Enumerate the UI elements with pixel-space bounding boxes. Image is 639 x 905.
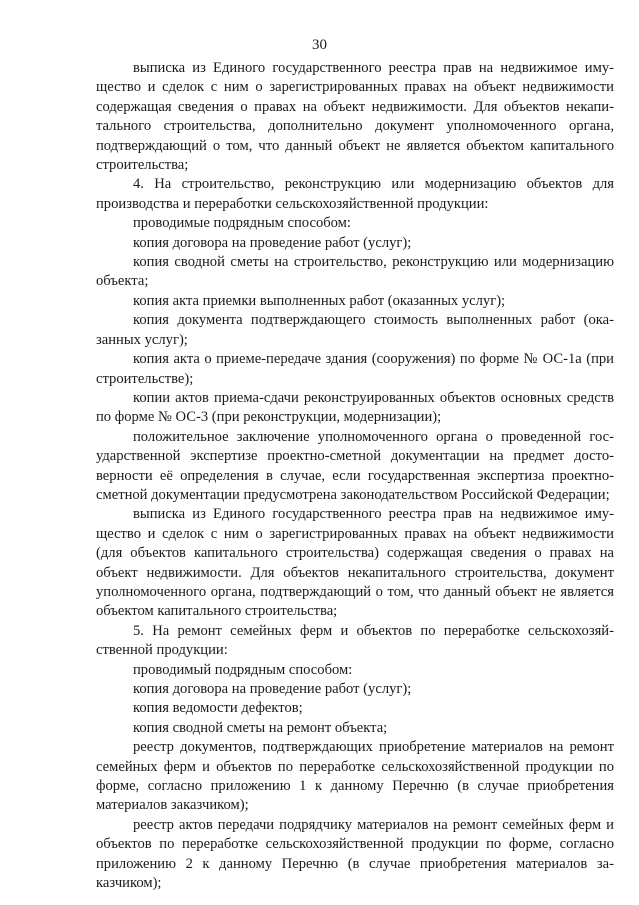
paragraph-contract-copy-2: копия договора на проведение работ (услуг); [133, 681, 412, 697]
paragraph-egrp-extract-1: выписка из Единого государственного реестра прав на недвижимое имущество и сделок с ним о зарегистрированных правах на объект недвижимости содержащая сведения о правах на объект недвижимости. Для объектов некапитального строительства, дополнительно документ уполномоченного органа, подтверждающий о том, что данный объект не является объектом капитального строительства; [96, 60, 614, 174]
paragraph-egrp-extract-2: выписка из Единого государственного реестра прав на недвижимое имущество и сделок с ним о зарегистрированных правах на объект недвижимости (для объектов капитального строительства) содержащая сведения о правах на объект недвижимости. Для объектов некапитального строительства, документ уполномоченного органа, подтверждающий о том, что данный объект не является объектом капитального строительства; [96, 506, 614, 620]
paragraph-os-3-acts: копии актов приема-сдачи реконструированных объектов основных средств по форме № ОС-3 (при реконструкции, модернизации); [96, 389, 614, 426]
paragraph-os-1a-act: копия акта о приеме-передаче здания (сооружения) по форме № ОС-1а (при строительстве); [96, 351, 614, 387]
document-body [96, 59, 614, 893]
paragraph-materials-register: реестр документов, подтверждающих приобретение материалов на ремонт семейных ферм и объектов по переработке сельскохозяйственной продукции по форме, согласно приложению 1 к данному Перечню (в случае приобретения материалов заказчиком); [96, 739, 614, 814]
paragraph-repair-estimate: копия сводной сметы на ремонт объекта; [133, 719, 388, 736]
paragraph-state-expertise: положительное заключение уполномоченного органа о проведенной государственной экспертизе проектно-сметной документации на предмет достоверности её определения в случае, если государственная экспертиза проектно-сметной документации предусмотрена законодательством Российской Федерации; [96, 428, 614, 503]
paragraph-cost-document: копия документа подтверждающего стоимость выполненных работ (оказанных услуг); [96, 312, 614, 348]
paragraph-section-5-heading: 5. На ремонт семейных ферм и объектов по переработке сельскохозяйственной продукции: [96, 622, 614, 659]
paragraph-contract-method-2: проводимый подрядным способом: [133, 661, 353, 678]
paragraph-defect-list: копия ведомости дефектов; [133, 700, 303, 717]
paragraph-contract-copy-1: копия договора на проведение работ (услуг); [133, 234, 412, 251]
paragraph-construction-estimate: копия сводной сметы на строительство, реконструкцию или модернизацию объекта; [96, 254, 614, 290]
page-number: 30 [312, 37, 327, 53]
paragraph-transfer-acts-register: реестр актов передачи подрядчику материалов на ремонт семейных ферм и объектов по переработке сельскохозяйственной продукции по форме, согласно приложению 2 к данному Перечню (в случае приобретения материалов заказчиком); [96, 816, 614, 892]
paragraph-acceptance-act: копия акта приемки выполненных работ (оказанных услуг); [133, 292, 506, 309]
paragraph-contract-method-1: проводимые подрядным способом: [133, 215, 351, 232]
paragraph-section-4-heading: 4. На строительство, реконструкцию или модернизацию объектов для производства и переработки сельскохозяйственной продукции: [96, 176, 614, 212]
